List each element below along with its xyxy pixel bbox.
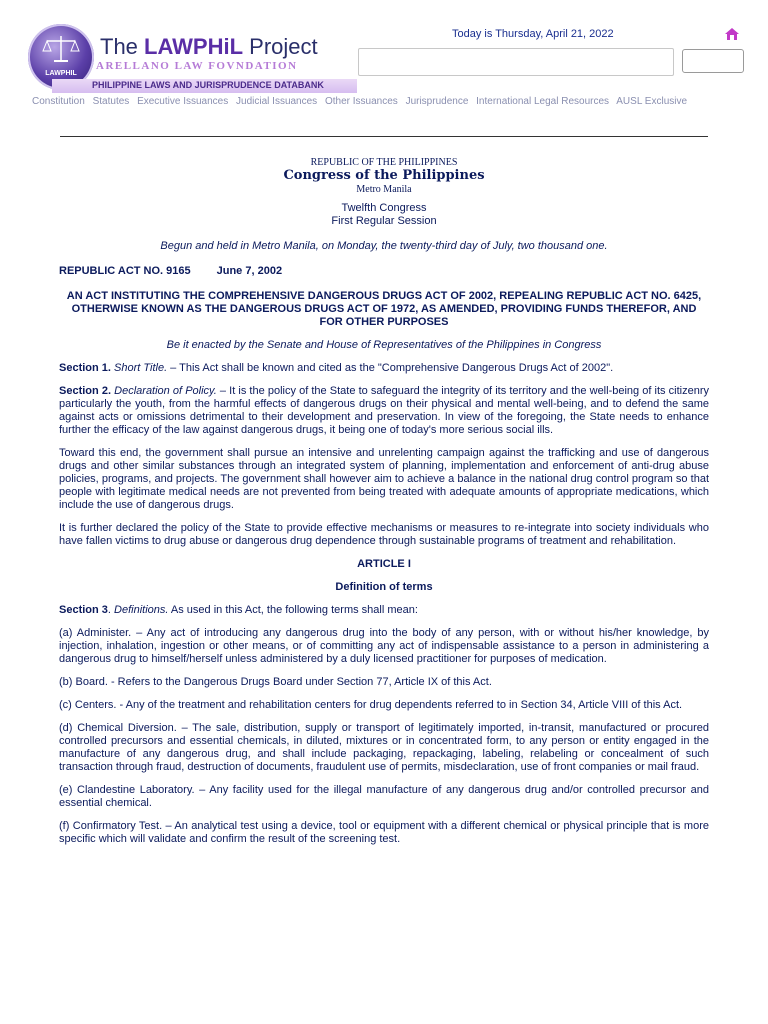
city-heading: Metro Manila [356,184,412,195]
section-2: Section 2. Declaration of Policy. – It is the policy of the State to safeguard the integrity of its territory and the well-being of its citizenry particularly the youth, from the harmful effects of dangerous drugs on their physical and mental well-being, and to defend the same against acts or omissions detrimental to their development and preservation. In view of the foregoing, the State needs to enhance further the efficacy of the law against dangerous drugs, it being one of today's more serious social ills. [59,385,710,436]
nav-statutes[interactable]: Statutes [92,96,130,107]
law-document [59,150,709,856]
begun-line: Begun and held in Metro Manila, on Monday, the twenty-third day of July, two thousand one. [160,240,608,252]
article-title: Definition of terms [335,581,433,593]
congress-number: Twelfth Congress [341,202,427,214]
databank-banner: PHILIPPINE LAWS AND JURISPRUDENCE DATABANK [52,79,357,93]
search-input[interactable] [358,48,674,76]
logo-text: LAWPHIL [45,70,77,77]
section-3: Section 3. Definitions. As used in this Act, the following terms shall mean: [59,604,418,616]
definition-e: (e) Clandestine Laboratory. – Any facility used for the illegal manufacture of any dangerous drug and/or controlled precursor and essential chemical. [59,784,709,809]
paragraph-toward: Toward this end, the government shall pursue an intensive and unrelenting campaign against the trafficking and use of dangerous drugs and other similar substances through an integrated system of planning, implementation and enforcement of anti-drug abuse policies, programs, and projects. The government shall however aim to achieve a balance in the national drug control program so that people with legitimate medical needs are not prevented from being treated with adequate amounts of appropriate medications, which include the use of dangerous drugs. [59,447,709,511]
site-header [0,0,768,100]
main-nav [32,96,692,107]
act-title: AN ACT INSTITUTING THE COMPREHENSIVE DANGEROUS DRUGS ACT OF 2002, REPEALING REPUBLIC ACT NO. 6425, OTHERWISE KNOWN AS THE DANGEROUS DRUGS ACT OF 1972, AS AMENDED, PROVIDING FUNDS THEREFOR, AND FOR OTHER PURPOSES [66,290,702,328]
act-number-line: REPUBLIC ACT NO. 9165 June 7, 2002 [59,265,283,277]
nav-jurisprudence[interactable]: Jurisprudence [405,96,469,107]
nav-ausl-exclusive[interactable]: AUSL Exclusive [616,96,688,107]
nav-other-issuances[interactable]: Other Issuances [324,96,398,107]
paragraph-further: It is further declared the policy of the State to provide effective mechanisms or measures to re-integrate into society individuals who have fallen victims to drug abuse or dangerous drug dependence through sustainable programs of treatment and rehabilitation. [59,522,709,547]
definition-a: (a) Administer. – Any act of introducing any dangerous drug into the body of any person, with or without his/her knowledge, by injection, inhalation, ingestion or other means, or of committing any act of indispensable assistance to a person in administering a dangerous drug to himself/herself unless administered by a duly licensed practitioner for purposes of medication. [59,627,709,665]
definition-b: (b) Board. - Refers to the Dangerous Drugs Board under Section 77, Article IX of this Act. [59,676,492,688]
foundation-name: ARELLANO LAW FOVNDATION [96,60,298,72]
nav-executive-issuances[interactable]: Executive Issuances [137,96,229,107]
definition-c: (c) Centers. - Any of the treatment and rehabilitation centers for drug dependents referred to in Section 34, Article VIII of this Act. [59,699,683,711]
divider [60,136,708,137]
article-heading: ARTICLE I [357,558,411,570]
congress-heading: Congress of the Philippines [283,168,485,183]
search-button[interactable] [682,49,744,73]
section-1: Section 1. Short Title. – This Act shall be known and cited as the "Comprehensive Dangerous Drugs Act of 2002". [59,362,614,374]
definition-f: (f) Confirmatory Test. – An analytical test using a device, tool or equipment with a different chemical or physical principle that is more specific which will validate and confirm the result of the screening test. [59,820,709,845]
nav-international-legal-resources[interactable]: International Legal Resources [476,96,610,107]
scales-of-justice-icon [42,34,80,64]
nav-judicial-issuances[interactable]: Judicial Issuances [236,96,318,107]
today-date: Today is Thursday, April 21, 2022 [452,28,614,40]
definition-d: (d) Chemical Diversion. – The sale, distribution, supply or transport of legitimately imported, in-transit, manufactured or procured controlled precursors and essential chemicals, in diluted, mixtures or in concentrated form, to any person or entity engaged in the manufacture of any dangerous drug, and shall include packaging, repackaging, labeling, relabeling or concealment of such transaction through fraud, destruction of documents, fraudulent use of permits, misdeclaration, use of front companies or mail fraud. [59,722,709,773]
enacting-clause: Be it enacted by the Senate and House of Representatives of the Philippines in Congress [166,339,602,351]
republic-heading: REPUBLIC OF THE PHILIPPINES [310,157,458,168]
home-icon[interactable] [724,27,740,41]
site-title[interactable]: The LAWPHiL Project [100,34,318,59]
nav-constitution[interactable]: Constitution [32,96,85,107]
session-name: First Regular Session [331,215,437,227]
